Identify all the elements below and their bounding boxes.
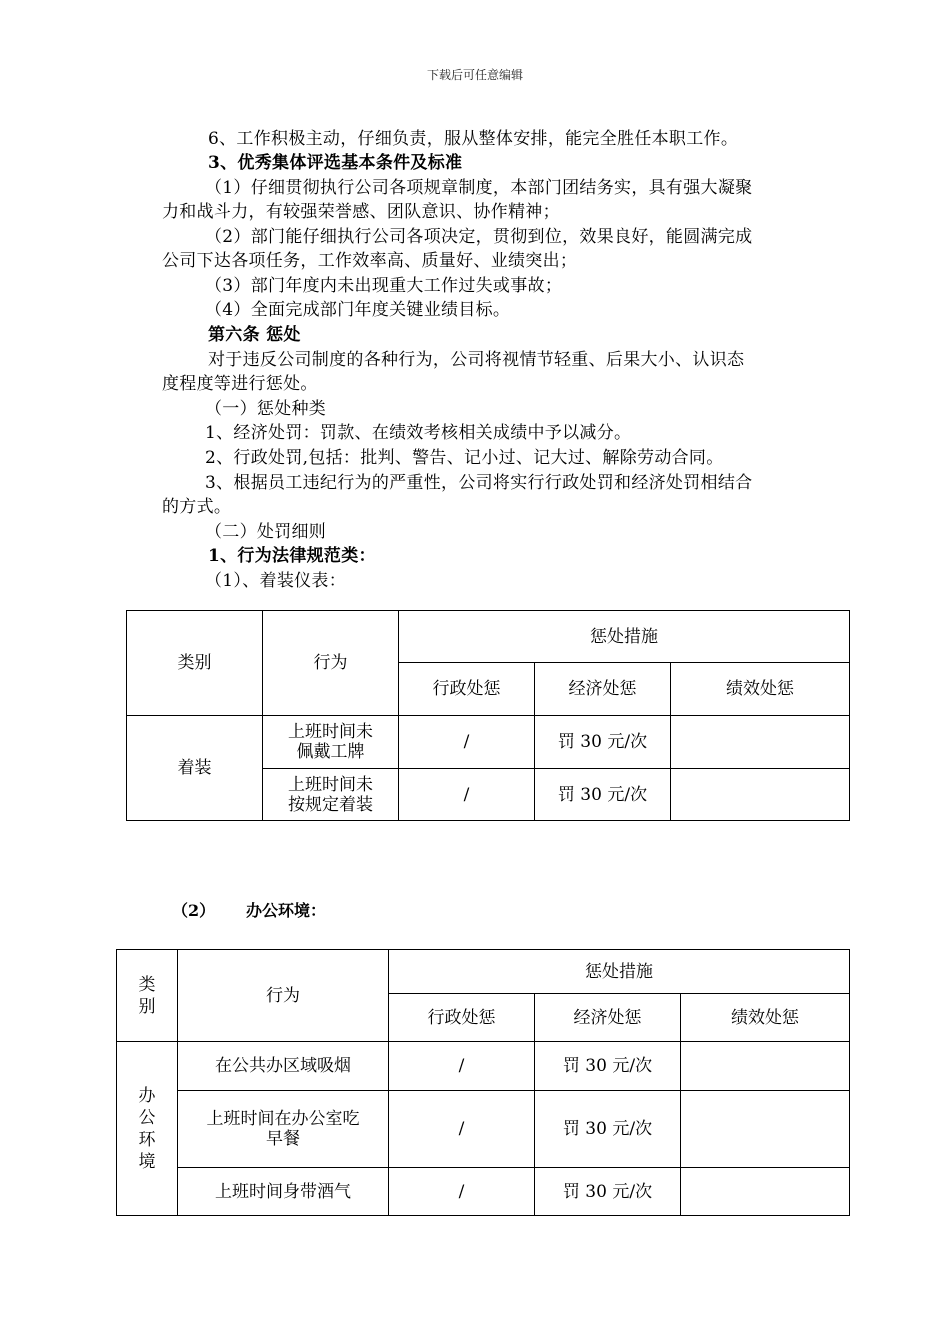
header-behavior: 行为 <box>263 611 399 716</box>
table-row <box>117 1168 850 1216</box>
header-note: 下载后可任意编辑 <box>426 68 523 82</box>
penalty-table-dress <box>126 610 850 821</box>
behavior-line: 按规定着装 <box>288 794 373 815</box>
paragraph: （2）部门能仔细执行公司各项决定，贯彻到位，效果良好，能圆满完成 <box>205 227 753 247</box>
admin-cell: / <box>399 716 535 769</box>
header-perf: 绩效处惩 <box>681 994 850 1042</box>
perf-cell <box>681 1042 850 1091</box>
paragraph: （3）部门年度内未出现重大工作过失或事故； <box>205 276 563 296</box>
paragraph: （一）惩处种类 <box>205 399 327 419</box>
header-category: 类别 <box>127 611 263 716</box>
perf-cell <box>671 716 850 769</box>
behavior-line: 早餐 <box>266 1129 300 1149</box>
paragraph: 3、根据员工违纪行为的严重性，公司将实行行政处罚和经济处罚相结合 <box>205 473 753 493</box>
econ-cell: 罚 30 元/次 <box>535 1091 681 1168</box>
admin-cell: / <box>389 1091 535 1168</box>
behavior-cell <box>178 1168 389 1216</box>
paragraph: 对于违反公司制度的各种行为，公司将视情节轻重、后果大小、认识态 <box>208 350 745 370</box>
behavior-line: 上班时间未 <box>288 722 373 742</box>
header-measures: 惩处措施 <box>399 611 850 663</box>
paragraph: （二）处罚细则 <box>205 522 327 542</box>
section-heading: 3、优秀集体评选基本条件及标准 <box>208 153 463 173</box>
header-admin: 行政处惩 <box>399 663 535 716</box>
behavior-line: 上班时间身带酒气 <box>215 1181 351 1202</box>
table-row <box>127 716 850 769</box>
perf-cell <box>671 769 850 821</box>
table-caption-number: （2） <box>172 901 216 920</box>
behavior-cell <box>263 769 399 821</box>
behavior-line: 上班时间在办公室吃 <box>206 1109 360 1129</box>
paragraph: 度程度等进行惩处。 <box>162 374 318 394</box>
header-category <box>117 950 178 1042</box>
header-behavior: 行为 <box>178 950 389 1042</box>
paragraph: （1）仔细贯彻执行公司各项规章制度，本部门团结务实，具有强大凝聚 <box>205 178 753 198</box>
behavior-line: 上班时间未 <box>288 774 373 795</box>
paragraph: 的方式。 <box>162 497 232 517</box>
header-category-text: 类别 <box>138 974 156 1017</box>
section-heading: 1、行为法律规范类： <box>208 546 376 566</box>
penalty-table-office <box>116 949 850 1216</box>
header-perf: 绩效处惩 <box>671 663 850 716</box>
paragraph: 1、经济处罚：罚款、在绩效考核相关成绩中予以减分。 <box>205 423 632 443</box>
category-cell <box>117 1042 178 1216</box>
paragraph: （4）全面完成部门年度关键业绩目标。 <box>205 300 511 320</box>
perf-cell <box>681 1168 850 1216</box>
behavior-line: 在公共办区域吸烟 <box>215 1056 351 1076</box>
header-econ: 经济处惩 <box>535 994 681 1042</box>
table-caption-title: 办公环境： <box>246 901 327 920</box>
behavior-cell <box>263 716 399 769</box>
paragraph: 6、工作积极主动，仔细负责，服从整体安排，能完全胜任本职工作。 <box>208 129 739 149</box>
header-econ: 经济处惩 <box>535 663 671 716</box>
admin-cell: / <box>389 1168 535 1216</box>
header-measures: 惩处措施 <box>389 950 850 994</box>
category-text: 办公环境 <box>138 1085 156 1172</box>
behavior-line: 佩戴工牌 <box>296 742 365 762</box>
admin-cell: / <box>399 769 535 821</box>
econ-cell: 罚 30 元/次 <box>535 1042 681 1091</box>
behavior-cell <box>178 1042 389 1091</box>
paragraph: 力和战斗力，有较强荣誉感、团队意识、协作精神； <box>162 202 560 222</box>
behavior-cell <box>178 1091 389 1168</box>
econ-cell: 罚 30 元/次 <box>535 716 671 769</box>
category-cell: 着装 <box>127 716 263 821</box>
table-row <box>117 1042 850 1091</box>
table-row <box>117 1091 850 1168</box>
admin-cell: / <box>389 1042 535 1091</box>
paragraph: 公司下达各项任务，工作效率高、质量好、业绩突出； <box>162 251 578 271</box>
header-admin: 行政处惩 <box>389 994 535 1042</box>
paragraph: 2、行政处罚,包括：批判、警告、记小过、记大过、解除劳动合同。 <box>205 448 724 468</box>
paragraph: （1）、着装仪表： <box>205 571 347 591</box>
article-heading: 第六条 惩处 <box>208 325 301 345</box>
econ-cell: 罚 30 元/次 <box>535 1168 681 1216</box>
econ-cell: 罚 30 元/次 <box>535 769 671 821</box>
perf-cell <box>681 1091 850 1168</box>
